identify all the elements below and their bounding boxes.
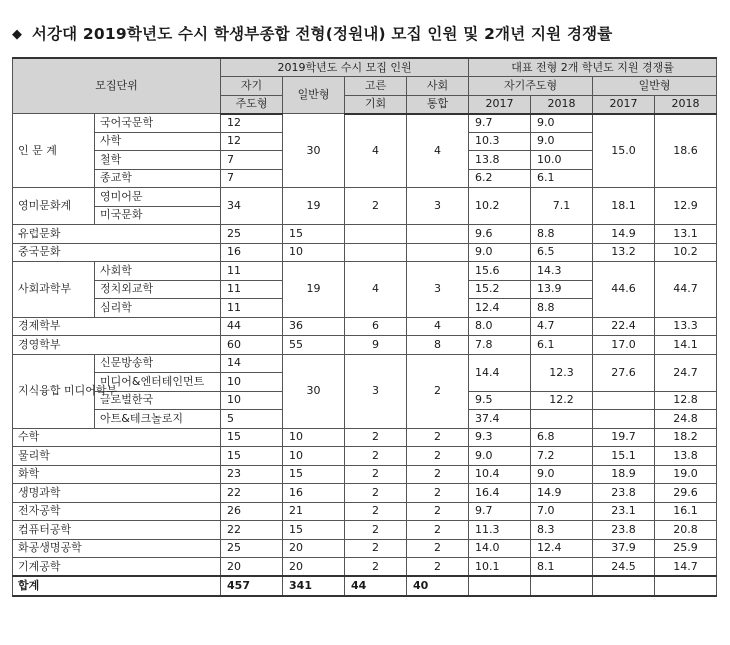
social-quota: 4 bbox=[407, 114, 469, 188]
unit-name: 영미어문 bbox=[95, 188, 221, 207]
general-rate-2018: 12.8 bbox=[655, 391, 717, 410]
table-row bbox=[13, 317, 717, 336]
total-social: 40 bbox=[407, 576, 469, 596]
general-rate-2017: 15.1 bbox=[593, 447, 655, 466]
self-quota: 7 bbox=[221, 151, 283, 170]
unit-name: 유럽문화 bbox=[13, 225, 221, 244]
table-row bbox=[13, 521, 717, 540]
self-rate-2017: 9.6 bbox=[469, 225, 531, 244]
unit-name: 화공생명공학 bbox=[13, 539, 221, 558]
self-rate-2018: 8.8 bbox=[531, 299, 593, 318]
self-rate-2017: 7.8 bbox=[469, 336, 531, 355]
self-rate-2017: 9.3 bbox=[469, 428, 531, 447]
self-quota: 7 bbox=[221, 169, 283, 188]
self-rate-2018 bbox=[531, 410, 593, 429]
goreun-quota: 4 bbox=[345, 114, 407, 188]
unit-name: 사학 bbox=[95, 132, 221, 151]
self-quota: 16 bbox=[221, 243, 283, 262]
unit-name: 화학 bbox=[13, 465, 221, 484]
total-label: 합계 bbox=[13, 576, 221, 596]
self-rate-2017: 8.0 bbox=[469, 317, 531, 336]
unit-name: 종교학 bbox=[95, 169, 221, 188]
goreun-quota: 2 bbox=[345, 558, 407, 577]
self-quota: 15 bbox=[221, 447, 283, 466]
general-rate-2017: 37.9 bbox=[593, 539, 655, 558]
general-rate-2018: 12.9 bbox=[655, 188, 717, 225]
goreun-quota: 2 bbox=[345, 521, 407, 540]
social-quota: 3 bbox=[407, 188, 469, 225]
group-label: 영미문화계 bbox=[13, 188, 95, 225]
empty-cell bbox=[531, 576, 593, 596]
self-quota: 20 bbox=[221, 558, 283, 577]
general-rate-2017: 18.9 bbox=[593, 465, 655, 484]
general-rate-2018: 24.8 bbox=[655, 410, 717, 429]
general-rate-2017: 24.5 bbox=[593, 558, 655, 577]
social-quota: 2 bbox=[407, 447, 469, 466]
general-rate-2018: 13.8 bbox=[655, 447, 717, 466]
self-rate-2017: 6.2 bbox=[469, 169, 531, 188]
table-row bbox=[13, 354, 717, 373]
table-row bbox=[13, 336, 717, 355]
self-quota: 15 bbox=[221, 428, 283, 447]
self-rate-2017: 9.7 bbox=[469, 502, 531, 521]
general-rate-2018: 24.7 bbox=[655, 354, 717, 391]
goreun-header-line1: 고른 bbox=[345, 77, 407, 96]
self-rate-2018: 6.5 bbox=[531, 243, 593, 262]
goreun-quota: 2 bbox=[345, 539, 407, 558]
general-rate-2018: 10.2 bbox=[655, 243, 717, 262]
general-rate-2018: 18.2 bbox=[655, 428, 717, 447]
general-quota: 21 bbox=[283, 502, 345, 521]
general-rate-2018: 14.7 bbox=[655, 558, 717, 577]
self-quota: 25 bbox=[221, 225, 283, 244]
general-rate-2018: 19.0 bbox=[655, 465, 717, 484]
year-2018-self: 2018 bbox=[531, 95, 593, 114]
self-rate-2018: 14.9 bbox=[531, 484, 593, 503]
general-rate-2017 bbox=[593, 391, 655, 410]
general-quota: 19 bbox=[283, 262, 345, 318]
general-rate-2018: 13.3 bbox=[655, 317, 717, 336]
general-rate-2018: 14.1 bbox=[655, 336, 717, 355]
year-2017-self: 2017 bbox=[469, 95, 531, 114]
self-rate-2017: 11.3 bbox=[469, 521, 531, 540]
table-row bbox=[13, 188, 717, 207]
general-quota: 20 bbox=[283, 558, 345, 577]
self-quota: 11 bbox=[221, 262, 283, 281]
self-quota: 10 bbox=[221, 373, 283, 392]
table-body bbox=[13, 114, 717, 597]
table-row bbox=[13, 447, 717, 466]
general-rate-2017: 44.6 bbox=[593, 262, 655, 318]
self-rate-2018: 12.3 bbox=[531, 354, 593, 391]
self-rate-2017: 10.2 bbox=[469, 188, 531, 225]
unit-name: 정치외교학 bbox=[95, 280, 221, 299]
self-rate-2018: 12.4 bbox=[531, 539, 593, 558]
self-rate-2017: 9.5 bbox=[469, 391, 531, 410]
self-header-line2: 주도형 bbox=[221, 95, 283, 114]
general-rate-2017: 23.8 bbox=[593, 521, 655, 540]
self-rate-2017: 14.0 bbox=[469, 539, 531, 558]
self-rate-2017: 10.4 bbox=[469, 465, 531, 484]
goreun-quota: 2 bbox=[345, 428, 407, 447]
self-rate-2018: 7.2 bbox=[531, 447, 593, 466]
self-rate-2018: 8.1 bbox=[531, 558, 593, 577]
unit-name: 철학 bbox=[95, 151, 221, 170]
self-rate-2018: 6.1 bbox=[531, 336, 593, 355]
goreun-quota: 3 bbox=[345, 354, 407, 428]
general-quota: 19 bbox=[283, 188, 345, 225]
goreun-quota bbox=[345, 225, 407, 244]
general-rate-2017: 18.1 bbox=[593, 188, 655, 225]
general-rate-2018: 16.1 bbox=[655, 502, 717, 521]
self-rate-2017: 12.4 bbox=[469, 299, 531, 318]
self-rate-2017: 10.1 bbox=[469, 558, 531, 577]
self-quota: 11 bbox=[221, 299, 283, 318]
self-quota: 34 bbox=[221, 188, 283, 225]
general-quota: 10 bbox=[283, 447, 345, 466]
general-rate-2018: 20.8 bbox=[655, 521, 717, 540]
table-row bbox=[13, 262, 717, 281]
general-header: 일반형 bbox=[283, 77, 345, 114]
self-rate-2018: 6.1 bbox=[531, 169, 593, 188]
admissions-table bbox=[12, 57, 717, 597]
general-rate-2018: 44.7 bbox=[655, 262, 717, 318]
self-rate-2017: 13.8 bbox=[469, 151, 531, 170]
table-row bbox=[13, 243, 717, 262]
goreun-quota: 9 bbox=[345, 336, 407, 355]
general-rate-2017: 13.2 bbox=[593, 243, 655, 262]
unit-name: 경제학부 bbox=[13, 317, 221, 336]
total-self: 457 bbox=[221, 576, 283, 596]
self-rate-2018: 12.2 bbox=[531, 391, 593, 410]
goreun-quota: 4 bbox=[345, 262, 407, 318]
self-quota: 25 bbox=[221, 539, 283, 558]
quota-group-header: 2019학년도 수시 모집 인원 bbox=[221, 58, 469, 77]
general-quota: 30 bbox=[283, 354, 345, 428]
unit-name: 기계공학 bbox=[13, 558, 221, 577]
unit-name: 사회학 bbox=[95, 262, 221, 281]
table-row bbox=[13, 484, 717, 503]
unit-name: 아트&테크놀로지 bbox=[95, 410, 221, 429]
self-rate-2018: 4.7 bbox=[531, 317, 593, 336]
self-rate-2018: 10.0 bbox=[531, 151, 593, 170]
unit-name: 미디어&엔터테인먼트 bbox=[95, 373, 221, 392]
empty-cell bbox=[655, 576, 717, 596]
table-row bbox=[13, 502, 717, 521]
self-quota: 12 bbox=[221, 132, 283, 151]
self-rate-2017: 14.4 bbox=[469, 354, 531, 391]
table-header bbox=[13, 58, 717, 114]
social-quota: 2 bbox=[407, 354, 469, 428]
diamond-bullet-icon: ◆ bbox=[12, 27, 23, 42]
unit-name: 중국문화 bbox=[13, 243, 221, 262]
self-quota: 14 bbox=[221, 354, 283, 373]
general-rate-2018: 25.9 bbox=[655, 539, 717, 558]
self-quota: 10 bbox=[221, 391, 283, 410]
self-rate-2018: 7.1 bbox=[531, 188, 593, 225]
unit-name: 미국문화 bbox=[95, 206, 221, 225]
self-rate-2017: 16.4 bbox=[469, 484, 531, 503]
total-row bbox=[13, 576, 717, 596]
rate-general-header: 일반형 bbox=[593, 77, 717, 96]
social-quota: 8 bbox=[407, 336, 469, 355]
table-row bbox=[13, 114, 717, 133]
self-rate-2018: 9.0 bbox=[531, 465, 593, 484]
unit-name: 수학 bbox=[13, 428, 221, 447]
goreun-quota: 2 bbox=[345, 465, 407, 484]
general-quota: 20 bbox=[283, 539, 345, 558]
year-2018-general: 2018 bbox=[655, 95, 717, 114]
general-quota: 16 bbox=[283, 484, 345, 503]
general-rate-2017: 19.7 bbox=[593, 428, 655, 447]
unit-name: 심리학 bbox=[95, 299, 221, 318]
general-rate-2017: 14.9 bbox=[593, 225, 655, 244]
goreun-quota: 2 bbox=[345, 447, 407, 466]
goreun-quota bbox=[345, 243, 407, 262]
general-rate-2018: 13.1 bbox=[655, 225, 717, 244]
social-quota: 2 bbox=[407, 428, 469, 447]
self-rate-2018: 6.8 bbox=[531, 428, 593, 447]
social-header-line2: 통합 bbox=[407, 95, 469, 114]
general-rate-2017 bbox=[593, 410, 655, 429]
table-row bbox=[13, 539, 717, 558]
document-title bbox=[12, 17, 724, 51]
self-rate-2017: 10.3 bbox=[469, 132, 531, 151]
self-rate-2017: 9.0 bbox=[469, 243, 531, 262]
self-rate-2017: 37.4 bbox=[469, 410, 531, 429]
unit-name: 컴퓨터공학 bbox=[13, 521, 221, 540]
social-header-line1: 사회 bbox=[407, 77, 469, 96]
goreun-quota: 2 bbox=[345, 502, 407, 521]
goreun-quota: 2 bbox=[345, 484, 407, 503]
self-quota: 44 bbox=[221, 317, 283, 336]
social-quota: 2 bbox=[407, 465, 469, 484]
self-rate-2017: 9.0 bbox=[469, 447, 531, 466]
self-rate-2017: 15.6 bbox=[469, 262, 531, 281]
self-quota: 60 bbox=[221, 336, 283, 355]
unit-name: 국어국문학 bbox=[95, 114, 221, 133]
social-quota: 3 bbox=[407, 262, 469, 318]
general-rate-2017: 23.1 bbox=[593, 502, 655, 521]
self-quota: 11 bbox=[221, 280, 283, 299]
self-quota: 23 bbox=[221, 465, 283, 484]
general-rate-2017: 23.8 bbox=[593, 484, 655, 503]
general-quota: 15 bbox=[283, 465, 345, 484]
goreun-header-line2: 기회 bbox=[345, 95, 407, 114]
general-rate-2018: 18.6 bbox=[655, 114, 717, 188]
general-quota: 15 bbox=[283, 521, 345, 540]
general-quota: 10 bbox=[283, 243, 345, 262]
general-quota: 36 bbox=[283, 317, 345, 336]
unit-header: 모집단위 bbox=[13, 58, 221, 114]
table-row bbox=[13, 428, 717, 447]
self-quota: 26 bbox=[221, 502, 283, 521]
self-quota: 22 bbox=[221, 521, 283, 540]
unit-name: 전자공학 bbox=[13, 502, 221, 521]
group-label: 지식융합 미디어학부 bbox=[13, 354, 95, 428]
goreun-quota: 6 bbox=[345, 317, 407, 336]
rate-self-header: 자기주도형 bbox=[469, 77, 593, 96]
self-rate-2018: 8.3 bbox=[531, 521, 593, 540]
social-quota: 2 bbox=[407, 539, 469, 558]
total-general: 341 bbox=[283, 576, 345, 596]
general-quota: 15 bbox=[283, 225, 345, 244]
self-rate-2018: 8.8 bbox=[531, 225, 593, 244]
social-quota: 2 bbox=[407, 558, 469, 577]
unit-name: 생명과학 bbox=[13, 484, 221, 503]
document-title-text: 서강대 2019학년도 수시 학생부종합 전형(정원내) 모집 인원 및 2개년 지원 경쟁률 bbox=[31, 25, 613, 43]
goreun-quota: 2 bbox=[345, 188, 407, 225]
general-quota: 10 bbox=[283, 428, 345, 447]
general-quota: 55 bbox=[283, 336, 345, 355]
social-quota: 2 bbox=[407, 502, 469, 521]
table-row bbox=[13, 225, 717, 244]
unit-name: 신문방송학 bbox=[95, 354, 221, 373]
group-label: 사회과학부 bbox=[13, 262, 95, 318]
self-rate-2018: 13.9 bbox=[531, 280, 593, 299]
social-quota: 4 bbox=[407, 317, 469, 336]
self-quota: 12 bbox=[221, 114, 283, 133]
self-rate-2018: 7.0 bbox=[531, 502, 593, 521]
group-label: 인 문 계 bbox=[13, 114, 95, 188]
general-quota: 30 bbox=[283, 114, 345, 188]
self-header-line1: 자기 bbox=[221, 77, 283, 96]
self-rate-2018: 9.0 bbox=[531, 114, 593, 133]
year-2017-general: 2017 bbox=[593, 95, 655, 114]
total-goreun: 44 bbox=[345, 576, 407, 596]
unit-name: 글로벌한국 bbox=[95, 391, 221, 410]
self-quota: 22 bbox=[221, 484, 283, 503]
empty-cell bbox=[469, 576, 531, 596]
self-rate-2017: 15.2 bbox=[469, 280, 531, 299]
general-rate-2017: 17.0 bbox=[593, 336, 655, 355]
social-quota: 2 bbox=[407, 521, 469, 540]
table-row bbox=[13, 465, 717, 484]
self-rate-2017: 9.7 bbox=[469, 114, 531, 133]
unit-name: 경영학부 bbox=[13, 336, 221, 355]
self-rate-2018: 9.0 bbox=[531, 132, 593, 151]
social-quota: 2 bbox=[407, 484, 469, 503]
rate-group-header: 대표 전형 2개 학년도 지원 경쟁률 bbox=[469, 58, 717, 77]
social-quota bbox=[407, 243, 469, 262]
self-rate-2018: 14.3 bbox=[531, 262, 593, 281]
general-rate-2017: 15.0 bbox=[593, 114, 655, 188]
unit-name: 물리학 bbox=[13, 447, 221, 466]
social-quota bbox=[407, 225, 469, 244]
empty-cell bbox=[593, 576, 655, 596]
general-rate-2017: 22.4 bbox=[593, 317, 655, 336]
self-quota: 5 bbox=[221, 410, 283, 429]
general-rate-2017: 27.6 bbox=[593, 354, 655, 391]
general-rate-2018: 29.6 bbox=[655, 484, 717, 503]
table-row bbox=[13, 558, 717, 577]
